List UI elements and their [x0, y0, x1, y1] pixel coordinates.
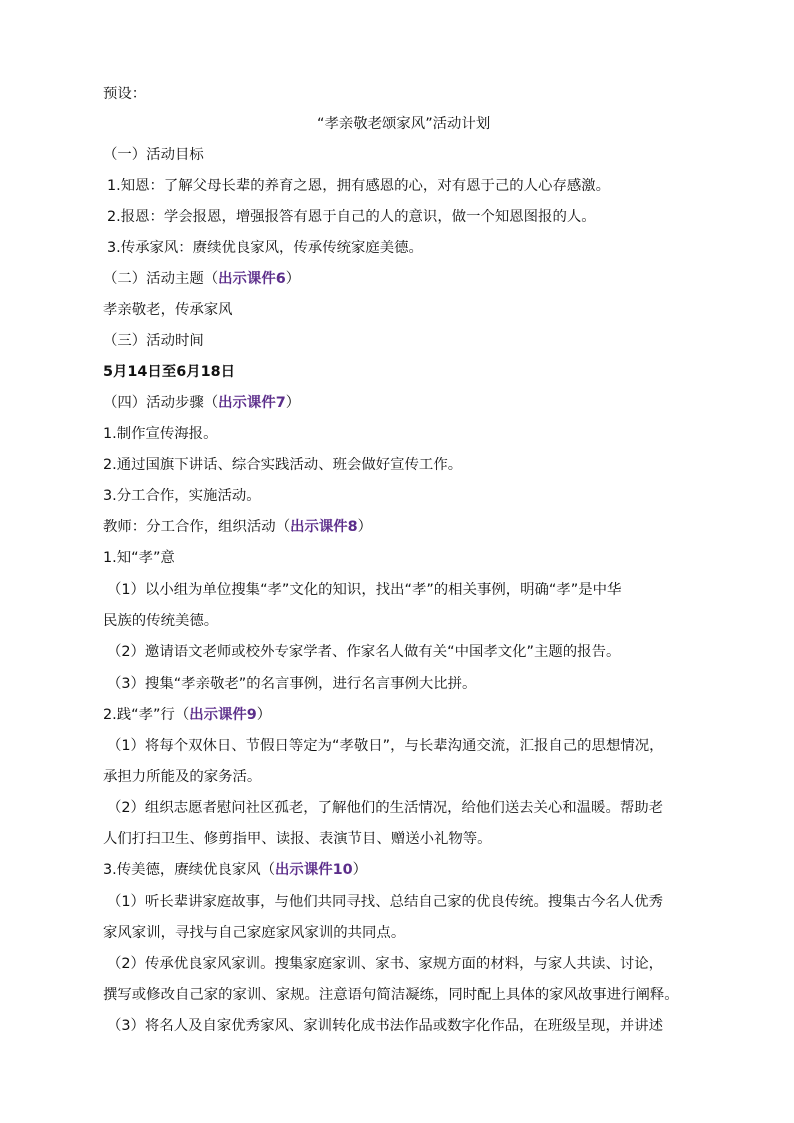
virtue-heading: [103, 860, 367, 880]
know-heading: 1.知“孝”意: [103, 550, 175, 566]
section-2-heading-close: ）: [285, 271, 301, 287]
virtue-heading-close: ）: [352, 862, 368, 878]
virtue-p2-line2: 撰写或修改自己家的家训、家规。注意语句简洁凝练，同时配上具体的家风故事进行阐释。: [103, 987, 679, 1003]
know-p3: （3）搜集“孝亲敬老”的名言事例，进行名言事例大比拼。: [107, 676, 477, 692]
section-2-heading: [103, 269, 300, 289]
step-3: 3.分工合作，实施活动。: [103, 488, 261, 504]
goal-item-1: 1.知恩：了解父母长辈的养育之恩，拥有感恩的心，对有恩于己的人心存感激。: [107, 178, 611, 194]
preset-label: 预设：: [103, 86, 147, 102]
practice-heading-close: ）: [256, 707, 272, 723]
section-3-heading: （三）活动时间: [103, 333, 204, 349]
virtue-heading-text: 3.传美德，赓续优良家风（: [103, 862, 276, 878]
courseware-ref-10: 出示课件10: [275, 862, 353, 878]
virtue-p2-line1: （2）传承优良家风家训。搜集家庭家训、家书、家规方面的材料，与家人共读、讨论，: [107, 956, 664, 972]
virtue-p1-line2: 家风家训，寻找与自己家庭家风家训的共同点。: [103, 925, 406, 941]
practice-p1-line1: （1）将每个双休日、节假日等定为“孝敬日”，与长辈沟通交流，汇报自己的思想情况，: [107, 738, 664, 754]
know-p1-line2: 民族的传统美德。: [103, 613, 219, 629]
teacher-text: 教师：分工合作，组织活动（: [103, 519, 291, 535]
goal-item-3: 3.传承家风：赓续优良家风，传承传统家庭美德。: [107, 240, 423, 256]
virtue-p3: （3）将名人及自家优秀家风、家训转化成书法作品或数字化作品，在班级呈现，并讲述: [107, 1018, 664, 1034]
practice-heading: [103, 705, 271, 725]
virtue-p1-line1: （1）听长辈讲家庭故事，与他们共同寻找、总结自己家的优良传统。搜集古今名人优秀: [107, 894, 664, 910]
teacher-close: ）: [357, 519, 373, 535]
section-2-body: 孝亲敬老，传承家风: [103, 302, 233, 318]
goal-item-2: 2.报恩：学会报恩，增强报答有恩于自己的人的意识，做一个知恩图报的人。: [107, 209, 596, 225]
practice-heading-text: 2.践“孝”行（: [103, 707, 190, 723]
practice-p2-line2: 人们打扫卫生、修剪指甲、读报、表演节目、赠送小礼物等。: [103, 831, 492, 847]
step-2: 2.通过国旗下讲话、综合实践活动、班会做好宣传工作。: [103, 457, 463, 473]
courseware-ref-9: 出示课件9: [189, 707, 257, 723]
courseware-ref-6: 出示课件6: [218, 271, 286, 287]
practice-p1-line2: 承担力所能及的家务活。: [103, 769, 262, 785]
section-4-heading-close: ）: [285, 395, 301, 411]
know-p1-line1: （1）以小组为单位搜集“孝”文化的知识，找出“孝”的相关事例，明确“孝”是中华: [107, 582, 622, 598]
page-title: “孝亲敬老颂家风”活动计划: [317, 116, 491, 132]
courseware-ref-8: 出示课件8: [290, 519, 358, 535]
section-4-heading: [103, 393, 300, 413]
section-1-heading: （一）活动目标: [103, 147, 204, 163]
section-2-heading-text: （二）活动主题（: [103, 271, 219, 287]
practice-p2-line1: （2）组织志愿者慰问社区孤老，了解他们的生活情况，给他们送去关心和温暖。帮助老: [107, 800, 664, 816]
step-1: 1.制作宣传海报。: [103, 426, 218, 442]
know-p2: （2）邀请语文老师或校外专家学者、作家名人做有关“中国孝文化”主题的报告。: [107, 644, 621, 660]
section-3-body: 5月14日至6月18日: [103, 364, 236, 380]
courseware-ref-7: 出示课件7: [218, 395, 286, 411]
section-4-heading-text: （四）活动步骤（: [103, 395, 219, 411]
teacher-line: [103, 517, 372, 537]
